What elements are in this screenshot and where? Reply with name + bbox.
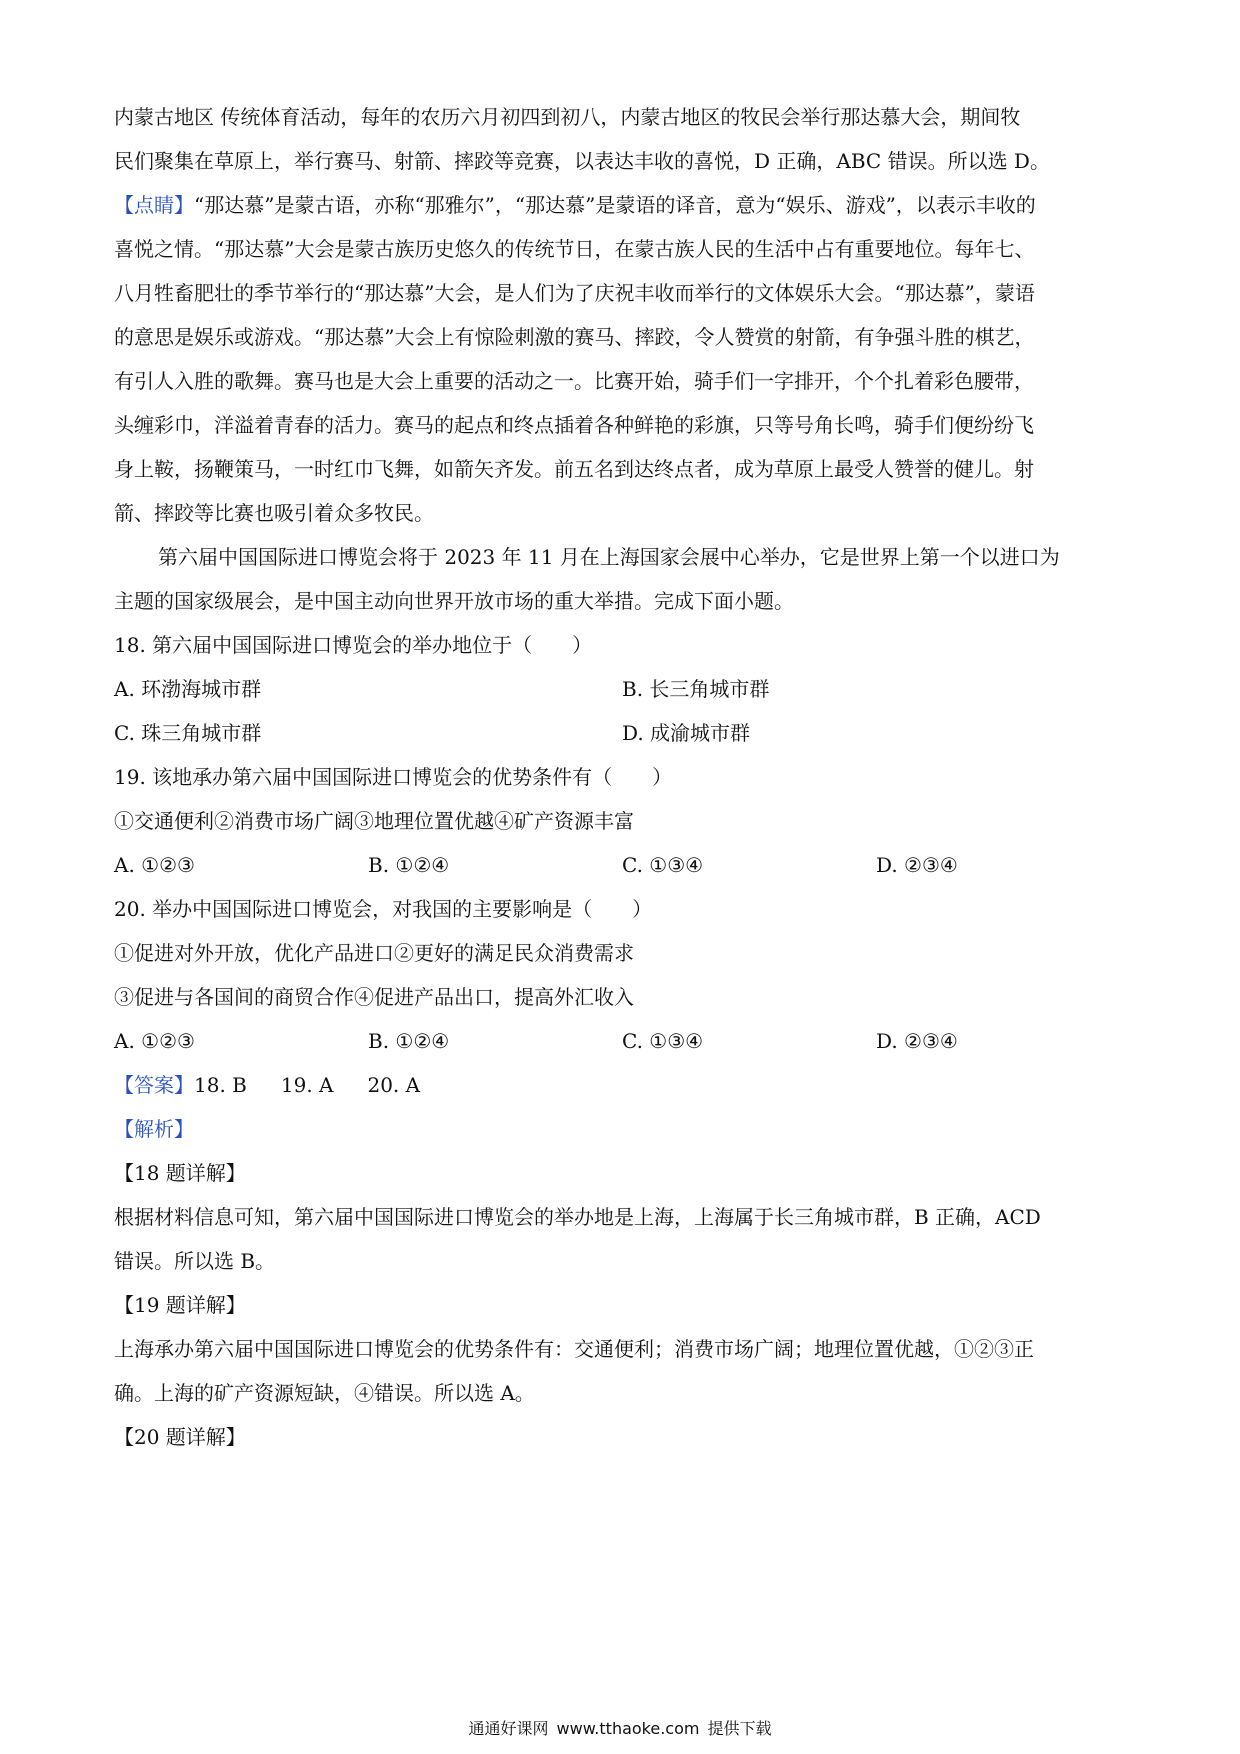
q19-items: ①交通便利②消费市场广阔③地理位置优越④矿产资源丰富 [114,809,634,833]
dianjing-first-line [114,190,1124,220]
detail-19-line: 上海承办第六届中国国际进口博览会的优势条件有：交通便利；消费市场广阔；地理位置优越，①②③正 [114,1337,1034,1361]
q19-option-a: A. ①②③ [114,853,195,877]
dianjing-line: 八月牲畜肥壮的季节举行的“那达慕”大会，是人们为了庆祝丰收而举行的文体娱乐大会。“那达慕”，蒙语 [114,281,1035,305]
material-line: 主题的国家级展会，是中国主动向世界开放市场的重大举措。完成下面小题。 [114,589,794,613]
dianjing-line: 身上鞍，扬鞭策马，一时红巾飞舞，如箭矢齐发。前五名到达终点者，成为草原上最受人赞誉的健儿。射 [114,457,1034,481]
dianjing-line: 头缠彩巾，洋溢着青春的活力。赛马的起点和终点插着各种鲜艳的彩旗，只等号角长鸣，骑手们便纷纷飞 [114,413,1034,437]
paragraph-line: 内蒙古地区 传统体育活动，每年的农历六月初四到初八，内蒙古地区的牧民会举行那达慕大会，期间牧 [114,105,1021,129]
question-19-stem: 19. 该地承办第六届中国国际进口博览会的优势条件有（ ） [114,765,673,789]
paragraph-line: 民们聚集在草原上，举行赛马、射箭、摔跤等竞赛，以表达丰收的喜悦，D 正确，ABC 错误。所以选 D。 [114,149,1050,173]
q18-option-a: A. 环渤海城市群 [114,677,262,701]
answer-line [114,1070,1124,1100]
detail-18-line: 根据材料信息可知，第六届中国国际进口博览会的举办地是上海，上海属于长三角城市群，B 正确，ACD [114,1205,1041,1229]
analysis-tag: 【解析】 [114,1117,194,1141]
dianjing-line: 喜悦之情。“那达慕”大会是蒙古族历史悠久的传统节日，在蒙古族人民的生活中占有重要地位。每年七、 [114,237,1035,261]
dianjing-tag: 【点睛】 [114,193,194,217]
q20-option-b: B. ①②④ [368,1029,450,1053]
dianjing-line: 的意思是娱乐或游戏。“那达慕”大会上有惊险刺激的赛马、摔跤，令人赞赏的射箭，有争强斗胜的棋艺， [114,325,1035,349]
q19-option-c: C. ①③④ [622,853,704,877]
q20-option-c: C. ①③④ [622,1029,704,1053]
answer-18: 18. B [194,1073,247,1097]
detail-18-title: 【18 题详解】 [114,1161,246,1185]
footer-site-name: 通通好课网 [468,1719,549,1738]
footer-url[interactable]: www.tthaoke.com [556,1719,700,1738]
q20-option-a: A. ①②③ [114,1029,195,1053]
detail-18-line: 错误。所以选 B。 [114,1249,276,1273]
answer-tag: 【答案】 [114,1073,194,1097]
q20-items: ①促进对外开放，优化产品进口②更好的满足民众消费需求 [114,941,634,965]
answer-19: 19. A [280,1073,334,1097]
dianjing-line: 有引人入胜的歌舞。赛马也是大会上重要的活动之一。比赛开始，骑手们一字排开，个个扎着彩色腰带， [114,369,1034,393]
question-18-stem: 18. 第六届中国国际进口博览会的举办地位于（ ） [114,633,593,657]
q20-option-d: D. ②③④ [876,1029,958,1053]
q18-option-b: B. 长三角城市群 [622,677,770,701]
detail-19-title: 【19 题详解】 [114,1293,246,1317]
question-20-stem: 20. 举办中国国际进口博览会，对我国的主要影响是（ ） [114,897,653,921]
detail-20-title: 【20 题详解】 [114,1425,246,1449]
dianjing-text: “那达慕”是蒙古语，亦称“那雅尔”，“那达慕”是蒙语的译音，意为“娱乐、游戏”，以表示丰收的 [194,193,1036,217]
footer-suffix: 提供下载 [707,1719,772,1738]
q19-option-b: B. ①②④ [368,853,450,877]
page-footer [0,1718,1240,1740]
q19-option-d: D. ②③④ [876,853,958,877]
answer-20: 20. A [367,1073,421,1097]
q20-items: ③促进与各国间的商贸合作④促进产品出口，提高外汇收入 [114,985,634,1009]
q18-option-c: C. 珠三角城市群 [114,721,262,745]
detail-19-line: 确。上海的矿产资源短缺，④错误。所以选 A。 [114,1381,535,1405]
material-line: 第六届中国国际进口博览会将于 2023 年 11 月在上海国家会展中心举办，它是世界上第一个以进口为 [158,545,1060,569]
q18-option-d: D. 成渝城市群 [622,721,751,745]
dianjing-line: 箭、摔跤等比赛也吸引着众多牧民。 [114,501,434,525]
